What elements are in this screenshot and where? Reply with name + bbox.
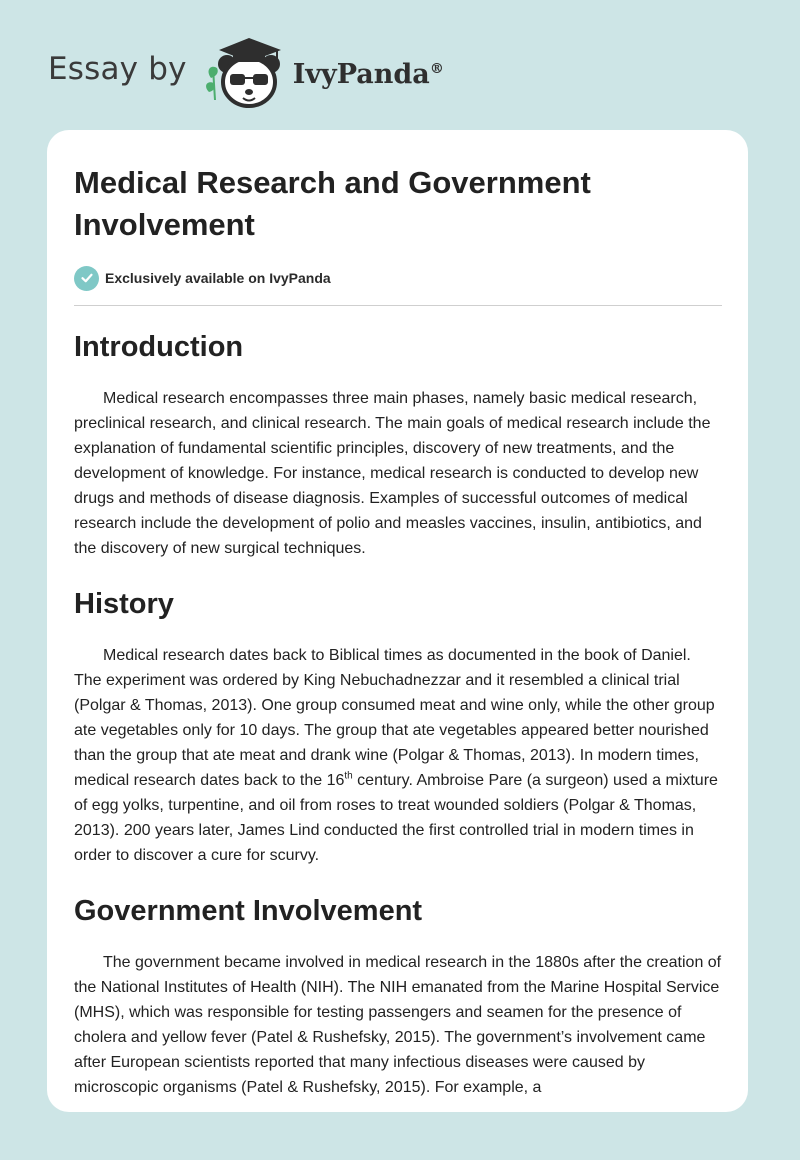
section-heading-history: History [74,588,174,620]
page-title: Medical Research and Government Involvement [74,165,591,242]
brand-name: IvyPanda® [292,58,444,90]
section-heading-introduction: Introduction [74,331,244,363]
section-heading-government-involvement: Government Involvement [74,895,423,927]
exclusive-badge-label: Exclusively available on IvyPanda [105,270,331,286]
section-paragraph-government-involvement: The government became involved in medical research in the 1880s after the creation of the National Institutes of Health (NIH). The NIH emanated from the Marine Hospital Service (MHS), which was responsible for testing passengers and seamen for the presence of cholera and yellow fever (Patel & Rushefsky, 2015). The government’s involvement came after European scientists reported that many infectious diseases were caused by microscopic organisms (Patel & Rushefsky, 2015). For example, a [74,954,722,1096]
brand-header [48,34,444,110]
exclusive-badge [74,264,722,292]
section-paragraph-introduction: Medical research encompasses three main phases, namely basic medical research, preclinical research, and clinical research. The main goals of medical research include the explanation of fundamental scientific principles, discovery of new treatments, and the development of knowledge. For instance, medical research is conducted to develop new drugs and methods of disease diagnosis. Examples of successful outcomes of medical research include the development of polio and measles vaccines, insulin, antibiotics, and the discovery of new surgical techniques. [74,390,711,557]
panda-logo-icon [203,34,289,110]
checkmark-icon [74,266,99,291]
brand-prefix: Essay by [48,51,187,87]
divider [74,305,722,306]
essay-card [47,130,748,1112]
essay-content [74,130,722,1100]
section-paragraph-history: Medical research dates back to Biblical times as documented in the book of Daniel. The experiment was ordered by King Nebuchadnezzar and it resembled a clinical trial (Polgar & Thomas, 2013). One group consumed meat and wine only, while the other group ate vegetables only for 10 days. The group that ate vegetables appeared better nourished than the group that ate meat and drank wine (Polgar & Thomas, 2013). In modern times, medical research dates back to the 16th century. Ambroise Pare (a surgeon) used a mixture of egg yolks, turpentine, and oil from roses to treat wounded soldiers (Polgar & Thomas, 2013). 200 years later, James Lind conducted the first controlled trial in modern times in order to discover a cure for scurvy. [74,647,718,864]
